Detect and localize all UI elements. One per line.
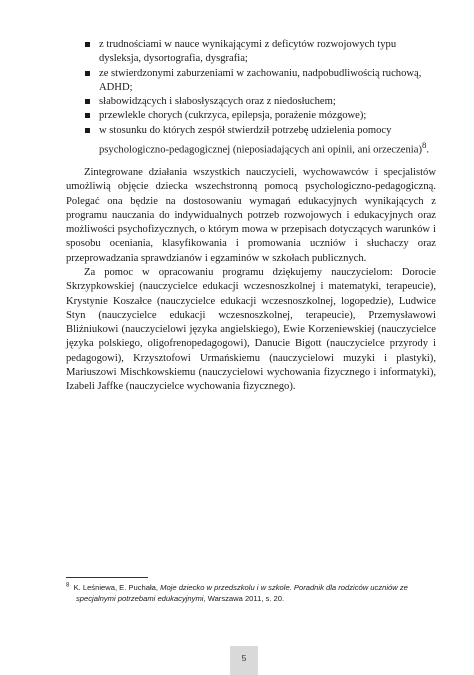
list-item-text: ze stwierdzonymi zaburzeniami w zachowaniu, nadpobudliwością ruchową, ADHD;: [99, 67, 422, 93]
footnote-rest: , Warszawa 2011, s. 20.: [203, 593, 285, 603]
list-item: [84, 67, 436, 96]
list-item: [84, 109, 436, 123]
list-item-text: przewlekle chorych (cukrzyca, epilepsja, porażenie mózgowe);: [99, 110, 367, 122]
bullet-square-icon: [85, 128, 90, 133]
list-item: w stosunku do których zespół stwierdził potrzebę udzielenia pomocy psychologiczno-pedagogicznej (nieposiadających ani opinii, ani orzeczenia)$^8$.: [84, 124, 436, 158]
paragraph-integrated-actions: Zintegrowane działania wszystkich nauczycieli, wychowawców i specjalistów umożliwią objęcie dziecka wszechstronną pomocą psychologiczno-pedagogiczną. Polegać ona będzie na dostosowaniu wymagań edukacyjnych wynikających z programu nauczania do indywidualnych potrzeb rozwojowych i edukacyjnych oraz możliwości psychofizycznych, o którym mowa w przepisach dotyczących warunków i sposobu oceniania, klasyfikowania i promowania uczniów i słuchaczy oraz przeprowadzania sprawdzianów i egzaminów w szkołach publicznych.: [66, 167, 436, 264]
footnote-reference[interactable]: 8: [421, 140, 427, 151]
footnote-title: Moje dziecko w przedszkolu i w szkole. Poradnik dla rodziców uczniów ze specjalnymi potrzebami edukacyjnymi: [76, 583, 408, 603]
footnote-divider: [66, 577, 148, 578]
page-number-tab: [230, 646, 258, 675]
footnote-marker: 8: [66, 582, 70, 589]
list-item-text: słabowidzących i słabosłyszących oraz z niedosłuchem;: [99, 96, 336, 108]
page-number: 5: [241, 653, 247, 663]
list-item-text: z trudnościami w nauce wynikającymi z deficytów rozwojowych typu dysleksja, dysortografia, dysgrafia;: [99, 39, 397, 65]
bullet-square-icon: [85, 42, 90, 47]
list-item-text: w stosunku do których zespół stwierdził potrzebę udzielenia pomocy psychologiczno-pedagogicznej (nieposiadających ani opinii, ani orzeczenia): [99, 124, 422, 156]
footnote: [66, 583, 446, 604]
list-item: [84, 95, 436, 109]
bullet-square-icon: [85, 71, 90, 76]
list-item: [84, 38, 436, 67]
footnote-authors: K. Leśniewa, E. Puchała,: [73, 583, 161, 592]
bullet-square-icon: [85, 99, 90, 104]
paragraph-acknowledgements: Za pomoc w opracowaniu programu dziękujemy nauczycielom: Dorocie Skrzypkowskiej (nauczycielce edukacji wczesnoszkolnej i matematyki, terapeucie), Krystynie Koszałce (nauczycielce edukacji wczesnoszkolnej, logopedzie), Ludwice Styn (nauczycielce edukacji wczesnoszkolnej, terapeucie), Przemysławowi Bliźniukowi (nauczycielowi języka angielskiego), Ewie Korzeniewskiej (nauczycielce języka polskiego, oligofrenopedagogowi), Danucie Bigott (nauczycielce przyrody i pedagogowi), Krzysztofowi Urmańskiemu (nauczycielowi muzyki i plastyki), Mariuszowi Mischkowskiemu (nauczycielowi wychowania fizycznego i informatyki), Izabeli Jaffke (nauczycielce wychowania fizycznego).: [66, 267, 436, 393]
bullet-square-icon: [85, 113, 90, 118]
bullet-list: [84, 38, 436, 158]
